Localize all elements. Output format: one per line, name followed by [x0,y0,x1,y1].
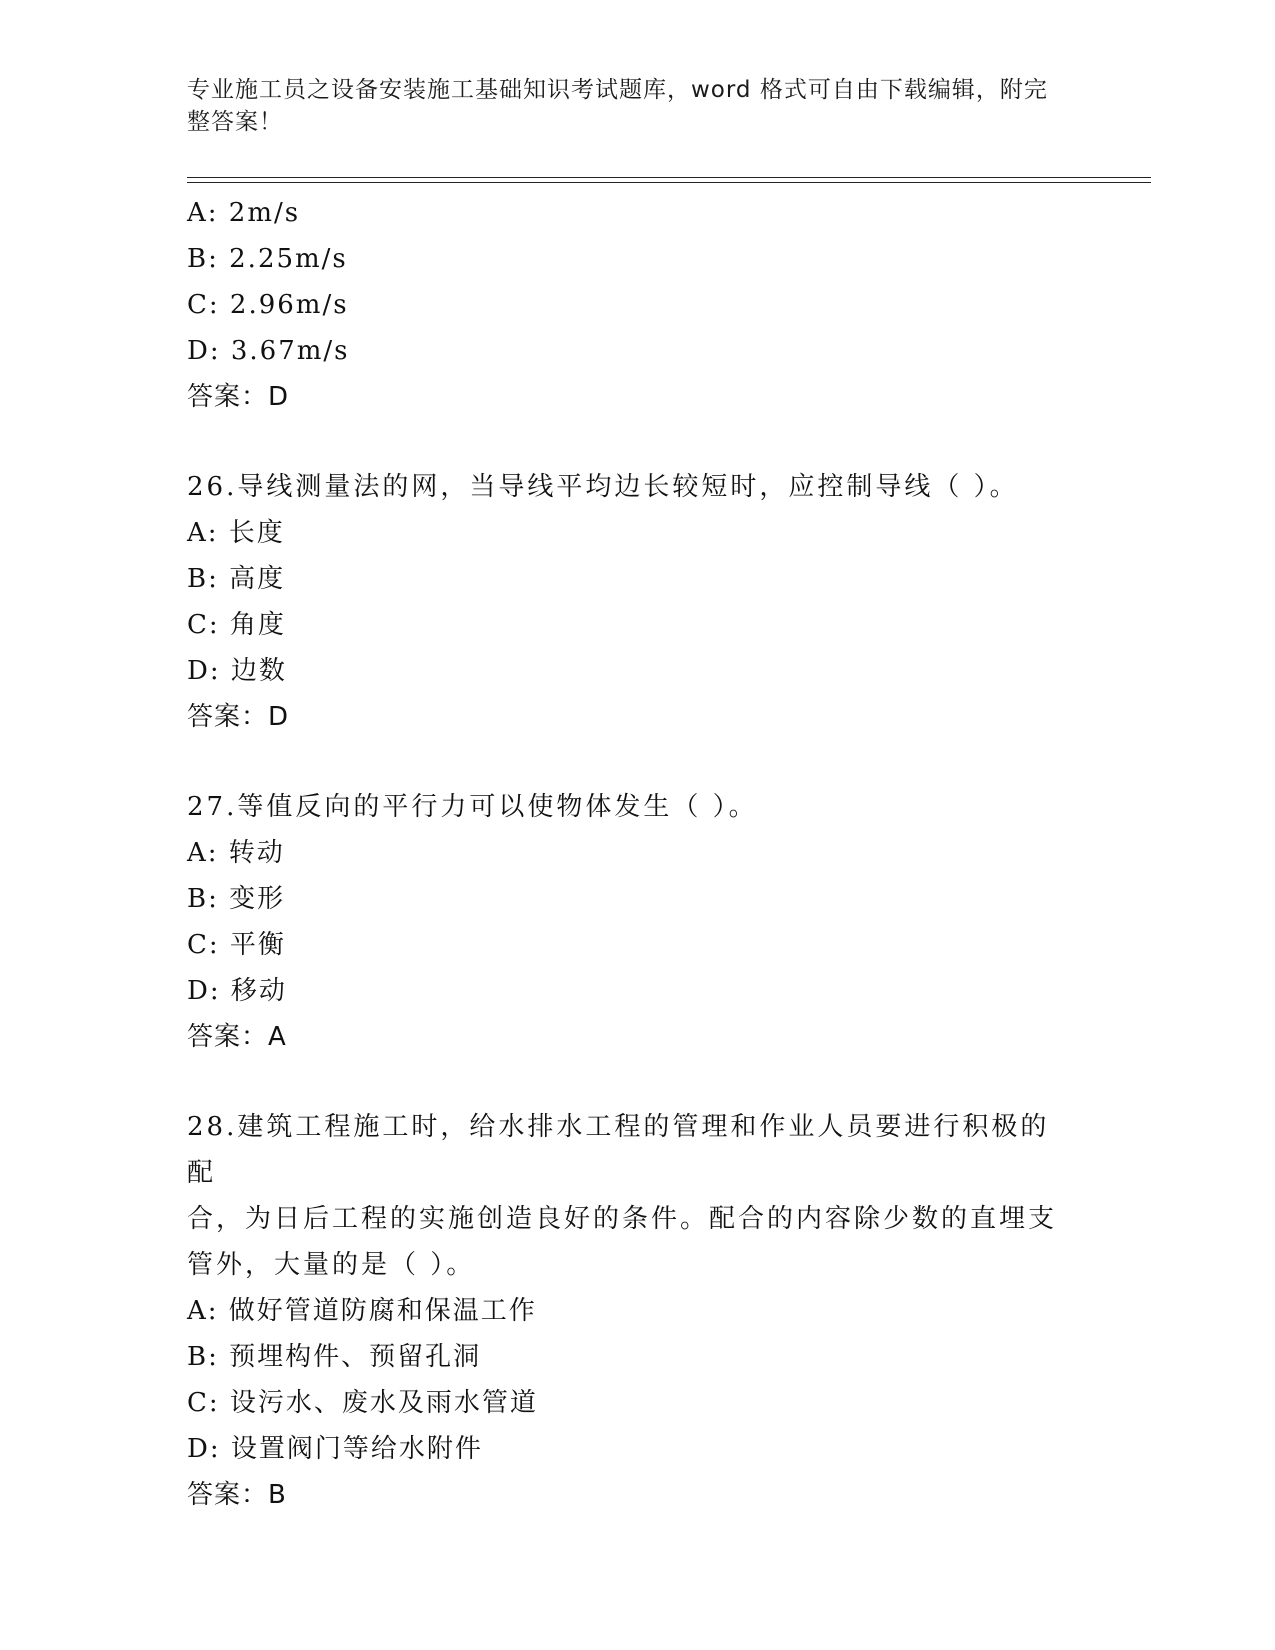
question-block-27 [187,784,1087,1060]
question-text [187,1104,1067,1288]
option-d: D: 移动 [187,976,287,1006]
option-a: A: 做好管道防腐和保温工作 [187,1296,537,1326]
question-text-line-2: 合，为日后工程的实施创造良好的条件。配合的内容除少数的直埋支 [187,1204,1058,1234]
option-d: D: 设置阀门等给水附件 [187,1434,483,1464]
option-b: B: 预埋构件、预留孔洞 [187,1342,482,1372]
option-d: D: 边数 [187,656,287,686]
option-c: C: 设污水、废水及雨水管道 [187,1388,538,1418]
question-list [187,190,1087,1518]
option-b: B: 2.25m/s [187,244,348,274]
question-block-28 [187,1104,1087,1518]
answer-line: 答案：D [187,702,290,732]
question-text-line-1: 28.建筑工程施工时，给水排水工程的管理和作业人员要进行积极的配 [187,1112,1050,1188]
option-d: D: 3.67m/s [187,336,350,366]
option-c: C: 2.96m/s [187,290,349,320]
question-text-line-3: 管外，大量的是（ ）。 [187,1250,476,1280]
header-divider-bottom [187,182,1151,183]
answer-line: 答案：A [187,1022,287,1052]
option-a: A: 转动 [187,838,285,868]
option-b: B: 高度 [187,564,286,594]
document-header: 专业施工员之设备安装施工基础知识考试题库，word 格式可自由下载编辑，附完整答案！ [187,77,1048,135]
option-a: A: 长度 [187,518,285,548]
option-b: B: 变形 [187,884,286,914]
answer-line: 答案：D [187,382,290,412]
answer-line: 答案：B [187,1480,287,1510]
header-divider-top [187,177,1151,178]
question-text: 26.导线测量法的网，当导线平均边长较短时，应控制导线（ ）。 [187,472,1019,502]
option-c: C: 角度 [187,610,286,640]
option-a: A: 2m/s [187,198,301,228]
question-block-25 [187,190,1087,420]
option-c: C: 平衡 [187,930,286,960]
question-block-26 [187,464,1087,740]
question-text: 27.等值反向的平行力可以使物体发生（ ）。 [187,792,758,822]
